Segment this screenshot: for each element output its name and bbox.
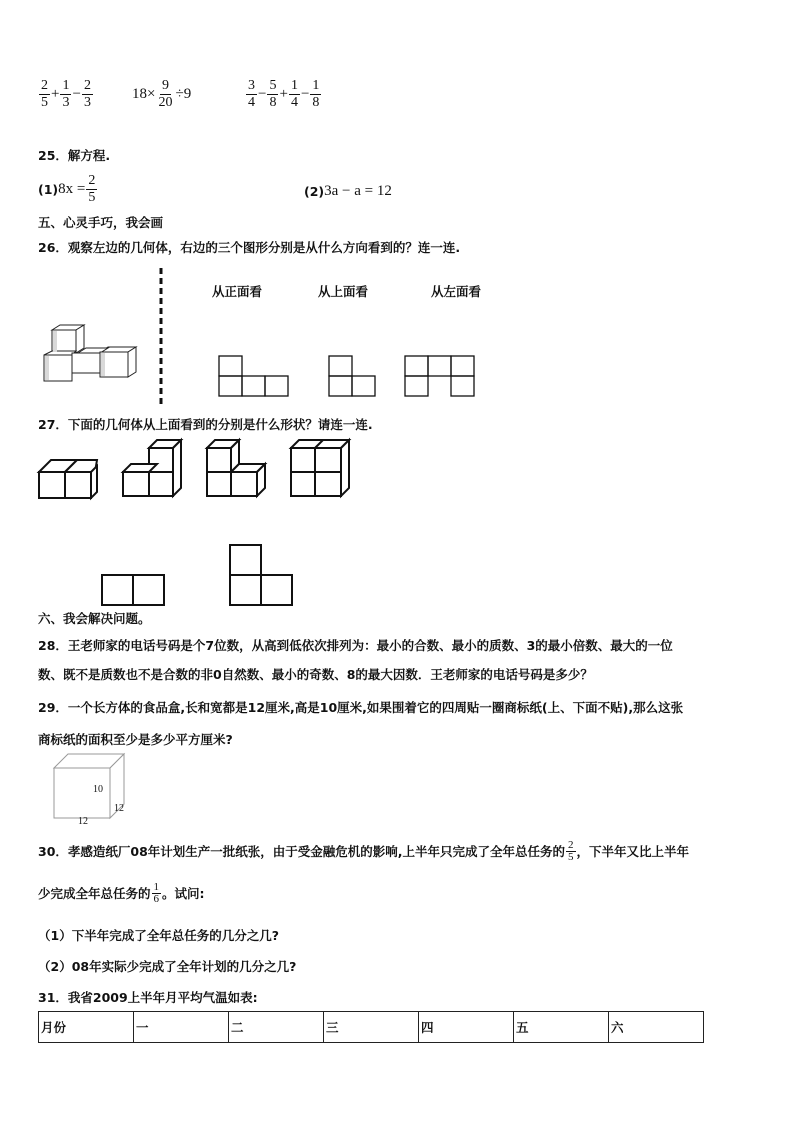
q31-title: 31．我省2009上半年月平均气温如表: [38, 990, 258, 1005]
section-5-heading: 五、心灵手巧，我会画 [38, 215, 164, 230]
q27-solid-2 [121, 438, 185, 500]
table-header-cell: 四 [419, 1012, 514, 1043]
table-header-cell: 五 [514, 1012, 609, 1043]
exercise-3: $\frac{3}{4}$ − $\frac{5}{8}$ + $\frac{1}{4}$ − $\frac{1}{8}$ [248, 78, 320, 110]
dashed-divider [158, 268, 164, 410]
table-header-cell: 月份 [39, 1012, 134, 1043]
q27-solid-4 [289, 438, 353, 500]
q29-dim-length: 12 [78, 816, 88, 827]
q27-solid-1 [37, 456, 101, 500]
table-header-cell: 六 [609, 1012, 704, 1043]
q28-line2: 数、既不是质数也不是合数的非0自然数、最小的奇数、8的最大因数．王老师家的电话号码是多少？ [38, 667, 593, 682]
table-row [39, 1012, 704, 1043]
exercise-2: 18× $\frac{9}{20}$ ÷9 [132, 78, 192, 110]
q29-box-figure [50, 752, 134, 830]
q26-view-a [218, 355, 290, 399]
q30-sub2: （2）08年实际少完成了全年计划的几分之几? [38, 959, 297, 974]
q29-dim-width: 12 [114, 803, 124, 814]
q26-solid-figure [40, 322, 140, 384]
q30-line2: 少完成全年总任务的 $\frac{1}{6}$ 。试问: [38, 881, 205, 905]
q26-title: 26．观察左边的几何体，右边的三个图形分别是从什么方向看到的？连一连. [38, 240, 461, 255]
q31-temperature-table [38, 1011, 704, 1043]
q27-title: 27．下面的几何体从上面看到的分别是什么形状？请连一连. [38, 417, 373, 432]
q29-line1: 29．一个长方体的食品盒,长和宽都是12厘米,高是10厘米,如果围着它的四周贴一圈商标纸(上、下面不贴),那么这张 [38, 700, 684, 715]
table-header-cell: 三 [324, 1012, 419, 1043]
table-header-cell: 二 [229, 1012, 324, 1043]
view-label-front: 从正面看 [212, 284, 263, 299]
table-header-cell: 一 [134, 1012, 229, 1043]
q29-line2: 商标纸的面积至少是多少平方厘米? [38, 732, 233, 747]
q27-top-view-b [228, 543, 294, 607]
exercise-1: $\frac{2}{5}$ + $\frac{1}{3}$ − $\frac{2}{3}$ [41, 78, 91, 110]
q30-line1: 30．孝感造纸厂08年计划生产一批纸张，由于受金融危机的影响,上半年只完成了全年总任务的 $\frac{2}{5}$ ，下半年又比上半年 [38, 839, 690, 863]
q30-sub1: （1）下半年完成了全年总任务的几分之几? [38, 928, 279, 943]
q25-part1: (1)8x = $\frac{2}{5}$ [38, 173, 96, 205]
q25-title: 25．解方程. [38, 148, 111, 163]
q26-view-c [404, 355, 476, 399]
view-label-left: 从左面看 [431, 284, 482, 299]
q25-part2: (2)3a − a = 12 [304, 183, 392, 199]
q27-solid-3 [205, 438, 269, 500]
view-label-top: 从上面看 [318, 284, 369, 299]
q26-view-b [328, 355, 378, 399]
q29-dim-height: 10 [93, 784, 103, 795]
q27-top-view-a [100, 573, 166, 607]
section-6-heading: 六、我会解决问题。 [38, 611, 151, 626]
q28-line1: 28．王老师家的电话号码是个7位数，从高到低依次排列为：最小的合数、最小的质数、3的最小倍数、最大的一位 [38, 638, 673, 653]
